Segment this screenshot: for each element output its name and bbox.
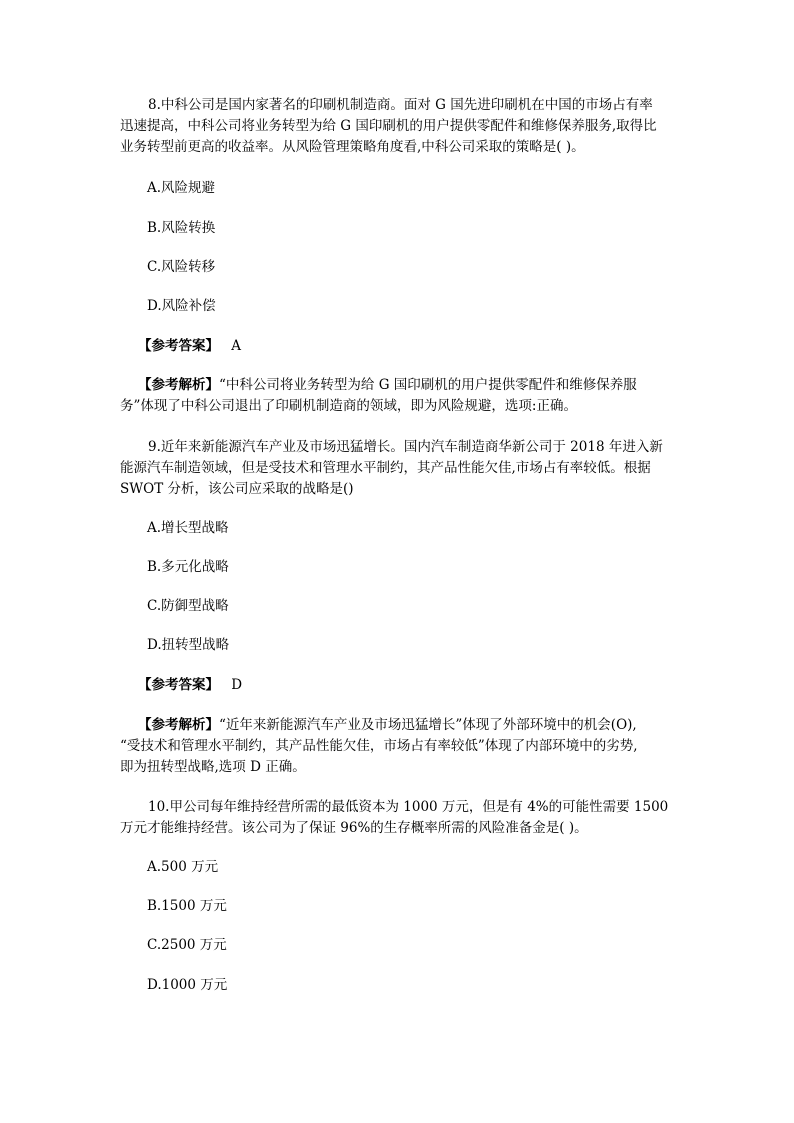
question-9-analysis-line-2: “受技术和管理水平制约，其产品性能欠佳，市场占有率较低”体现了内部环境中的劣势, [120,738,638,754]
analysis-text: “中科公司将业务转型为给 G 国印刷机的用户提供零配件和维修保养服 [219,377,637,393]
question-8-stem-line-1: 8.中科公司是国内家著名的印刷机制造商。面对 G 国先进印刷机在中国的市场占有率 [148,97,653,113]
question-10-option-a: A.500 万元 [147,859,219,875]
question-8-option-c: C.风险转移 [147,259,216,275]
question-8-analysis-line-1 [138,376,637,396]
question-10-option-b: B.1500 万元 [147,898,227,914]
question-8-stem-line-3: 业务转型前更高的收益率。从风险管理策略角度看,中科公司采取的策略是( )。 [120,139,585,155]
question-9-analysis-line-3: 即为扭转型战略,选项 D 正确。 [120,759,306,775]
question-9-analysis-line-1 [138,716,637,736]
question-9-answer [138,676,242,696]
question-9-stem-line-1: 9.近年来新能源汽车产业及市场迅猛增长。国内汽车制造商华新公司于 2018 年进入新 [148,439,663,455]
analysis-label: 【参考解析】 [138,377,219,393]
question-9-option-a: A.增长型战略 [147,520,229,536]
question-8-stem-line-2: 迅速提高，中科公司将业务转型为给 G 国印刷机的用户提供零配件和维修保养服务,取得比 [120,118,657,134]
question-10-stem-line-2: 万元才能维持经营。该公司为了保证 96%的生存概率所需的风险准备金是( )。 [120,820,588,836]
answer-label: 【参考答案】 [138,338,219,354]
question-10-option-c: C.2500 万元 [147,937,227,953]
answer-value: D [231,677,243,693]
question-10-stem-line-1: 10.甲公司每年维持经营所需的最低资本为 1000 万元，但是有 4%的可能性需要 1500 [148,799,669,815]
question-10-option-d: D.1000 万元 [147,977,228,993]
question-9-stem-line-3: SWOT 分析，该公司应采取的战略是() [120,481,354,497]
question-8-option-a: A.风险规避 [147,180,216,196]
question-8-option-d: D.风险补偿 [147,298,216,314]
question-8-option-b: B.风险转换 [147,220,216,236]
analysis-label: 【参考解析】 [138,717,219,733]
question-9-option-c: C.防御型战略 [147,598,229,614]
question-8-answer [138,337,241,357]
answer-value: A [231,338,242,354]
answer-label: 【参考答案】 [138,677,219,693]
question-8-analysis-line-2: 务”体现了中科公司退出了印刷机制造商的领域，即为风险规避，选项:正确。 [120,398,577,414]
question-9-stem-line-2: 能源汽车制造领域，但是受技术和管理水平制约，其产品性能欠佳,市场占有率较低。根据 [120,460,651,476]
analysis-text: “近年来新能源汽车产业及市场迅猛增长”体现了外部环境中的机会(O), [219,717,637,733]
question-9-option-d: D.扭转型战略 [147,637,230,653]
question-9-option-b: B.多元化战略 [147,559,229,575]
